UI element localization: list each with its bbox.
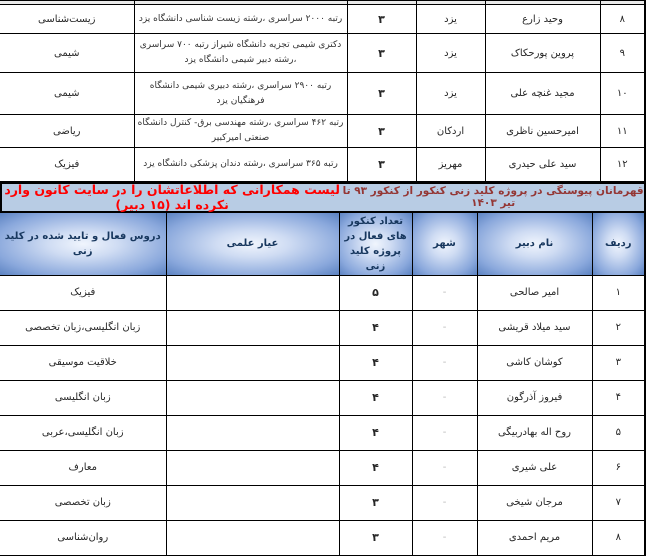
banner-subtitle: قهرمانان پیوستگی در پروژه کلید زنی کنکور از کنکور ۹۳ تا تیر ۱۴۰۳ xyxy=(342,185,644,209)
exam-count-cell: ۳ xyxy=(339,485,412,520)
table-row xyxy=(0,345,645,380)
row-number-cell: ۳ xyxy=(592,345,645,380)
city-cell: - xyxy=(412,275,477,310)
teacher-name-cell: مریم احمدی xyxy=(477,520,592,555)
row-number-cell: ۸ xyxy=(592,520,645,555)
row-number-cell: ۴ xyxy=(592,380,645,415)
city-cell: - xyxy=(412,485,477,520)
subjects-cell: فیزیک xyxy=(0,148,134,182)
table-row xyxy=(0,310,645,345)
city-cell: - xyxy=(412,345,477,380)
table-row xyxy=(0,5,645,34)
scientific-rank-cell xyxy=(166,415,339,450)
scientific-rank-cell xyxy=(166,275,339,310)
header-subjects: دروس فعال و تایید شده در کلید زنی xyxy=(0,212,166,276)
scientific-rank-cell xyxy=(166,485,339,520)
header-exam-count: تعداد کنکور های فعال در پروژه کلید زنی xyxy=(339,212,412,276)
city-cell: - xyxy=(412,380,477,415)
row-number-cell: ۱۱ xyxy=(600,115,645,148)
scientific-rank-cell: رتبه ۴۶۲ سراسری ،رشته مهندسی برق- کنترل دانشگاه صنعتی امیرکبیر xyxy=(134,115,347,148)
scientific-rank-cell: رتبه ۲۰۰۰ سراسری ،رشته زیست شناسی دانشگاه یزد xyxy=(134,5,347,34)
teacher-name-cell: مجید غنچه علی xyxy=(485,73,600,115)
city-cell: - xyxy=(412,520,477,555)
header-teacher-name: نام دبیر xyxy=(477,212,592,276)
teacher-name-cell: کوشان کاشی xyxy=(477,345,592,380)
teacher-name-cell: مرجان شیخی xyxy=(477,485,592,520)
subjects-cell: شیمی xyxy=(0,34,134,73)
table-row xyxy=(0,115,645,148)
table-row xyxy=(0,450,645,485)
table-row xyxy=(0,485,645,520)
row-number-cell: ۱۲ xyxy=(600,148,645,182)
table-row xyxy=(0,520,645,555)
banner-title: لیست همکارانی که اطلاعاتشان را در سایت کانون وارد نکرده اند (۱۵ دبیر) xyxy=(4,182,340,212)
city-cell: - xyxy=(412,415,477,450)
scientific-rank-cell: رتبه ۳۶۵ سراسری ،رشته دندان پزشکی دانشگاه یزد xyxy=(134,148,347,182)
row-number-cell: ۸ xyxy=(600,5,645,34)
header-city: شهر xyxy=(412,212,477,276)
scientific-rank-cell xyxy=(166,345,339,380)
header-row xyxy=(0,212,645,276)
scientific-rank-cell: دکتری شیمی تجزیه دانشگاه شیراز رتبه ۷۰۰ سراسری ،رشته دبیر شیمی دانشگاه یزد xyxy=(134,34,347,73)
teacher-name-cell: امیر صالحی xyxy=(477,275,592,310)
exam-count-cell: ۳ xyxy=(347,115,416,148)
subjects-cell: زبان انگلیسی،عربی xyxy=(0,415,166,450)
subjects-cell: شیمی xyxy=(0,73,134,115)
exam-count-cell: ۴ xyxy=(339,380,412,415)
scientific-rank-cell: رتبه ۲۹۰۰ سراسری ،رشته دبیری شیمی دانشگاه فرهنگیان یزد xyxy=(134,73,347,115)
city-cell: یزد xyxy=(416,73,485,115)
row-number-cell: ۲ xyxy=(592,310,645,345)
city-cell: مهریز xyxy=(416,148,485,182)
exam-count-cell: ۳ xyxy=(347,148,416,182)
subjects-cell: زبان تخصصی xyxy=(0,485,166,520)
row-number-cell: ۵ xyxy=(592,415,645,450)
exam-count-cell: ۳ xyxy=(347,5,416,34)
row-number-cell: ۶ xyxy=(592,450,645,485)
section-banner xyxy=(0,183,646,211)
exam-count-cell: ۴ xyxy=(339,345,412,380)
teacher-name-cell: امیرحسین ناظری xyxy=(485,115,600,148)
table-row xyxy=(0,73,645,115)
teacher-name-cell: وحید زارع xyxy=(485,5,600,34)
subjects-cell: معارف xyxy=(0,450,166,485)
teacher-name-cell: فیروز آذرگون xyxy=(477,380,592,415)
top-teachers-table xyxy=(0,0,646,183)
exam-count-cell: ۴ xyxy=(339,310,412,345)
header-scientific-rank: عیار علمی xyxy=(166,212,339,276)
scientific-rank-cell xyxy=(166,310,339,345)
subjects-cell: زبان انگلیسی،زبان تخصصی xyxy=(0,310,166,345)
subjects-cell: زبان انگلیسی xyxy=(0,380,166,415)
city-cell: اردکان xyxy=(416,115,485,148)
table-row xyxy=(0,275,645,310)
scientific-rank-cell xyxy=(166,450,339,485)
city-cell: - xyxy=(412,450,477,485)
row-number-cell: ۹ xyxy=(600,34,645,73)
row-number-cell: ۱۰ xyxy=(600,73,645,115)
subjects-cell: ریاضی xyxy=(0,115,134,148)
city-cell: - xyxy=(412,310,477,345)
city-cell: یزد xyxy=(416,34,485,73)
exam-count-cell: ۴ xyxy=(339,450,412,485)
scientific-rank-cell xyxy=(166,520,339,555)
subjects-cell: روان‌شناسی xyxy=(0,520,166,555)
exam-count-cell: ۴ xyxy=(339,415,412,450)
exam-count-cell: ۳ xyxy=(347,73,416,115)
exam-count-cell: ۳ xyxy=(339,520,412,555)
scientific-rank-cell xyxy=(166,380,339,415)
city-cell: یزد xyxy=(416,5,485,34)
teacher-name-cell: سید میلاد قریشی xyxy=(477,310,592,345)
table-row xyxy=(0,380,645,415)
table-row xyxy=(0,415,645,450)
subjects-cell: فیزیک xyxy=(0,275,166,310)
teacher-name-cell: علی شیری xyxy=(477,450,592,485)
subjects-cell: زیست‌شناسی xyxy=(0,5,134,34)
teacher-name-cell: پروین پورحکاک xyxy=(485,34,600,73)
row-number-cell: ۷ xyxy=(592,485,645,520)
exam-count-cell: ۳ xyxy=(347,34,416,73)
exam-count-cell: ۵ xyxy=(339,275,412,310)
missing-info-teachers-table xyxy=(0,211,646,556)
subjects-cell: خلاقیت موسیقی xyxy=(0,345,166,380)
teacher-name-cell: سید علی حیدری xyxy=(485,148,600,182)
row-number-cell: ۱ xyxy=(592,275,645,310)
header-row-number: ردیف xyxy=(592,212,645,276)
teacher-name-cell: روح اله بهادربیگی xyxy=(477,415,592,450)
table-row xyxy=(0,148,645,182)
table-row xyxy=(0,34,645,73)
